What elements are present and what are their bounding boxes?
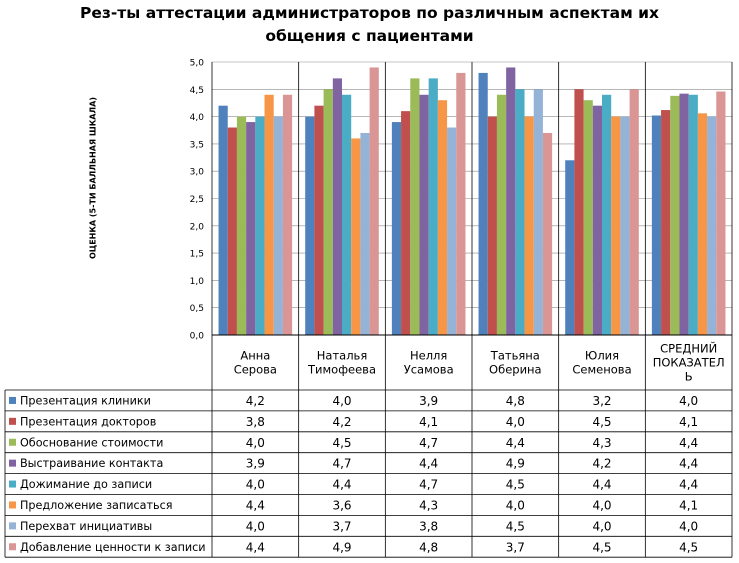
y-tick-label: 3,0: [189, 167, 204, 178]
table-value: 4,3: [419, 498, 439, 513]
bar: [410, 78, 419, 335]
legend-label: Предложение записаться: [20, 498, 173, 512]
category-label: Ь: [684, 369, 693, 384]
table-value: 4,7: [419, 477, 439, 492]
table-value: 3,7: [505, 540, 525, 555]
table-value: 3,8: [419, 519, 439, 534]
y-tick-label: 0,0: [189, 331, 204, 342]
table-value: 4,4: [592, 477, 612, 492]
table-value: 4,1: [679, 414, 699, 429]
table-value: 4,4: [679, 435, 699, 450]
table-value: 4,9: [332, 540, 352, 555]
bar: [515, 89, 524, 335]
table-value: 4,4: [332, 477, 352, 492]
table-value: 4,0: [505, 414, 525, 429]
legend-swatch: [9, 439, 16, 446]
table-value: 4,4: [245, 498, 265, 513]
chart-title-line-2: общения с пациентами: [265, 27, 474, 45]
y-tick-label: 1,0: [189, 276, 204, 287]
bar: [620, 117, 629, 335]
table-value: 4,1: [679, 498, 699, 513]
bar: [689, 95, 698, 335]
table-value: 4,4: [679, 456, 699, 471]
y-tick-label: 2,0: [189, 222, 204, 233]
table-value: 4,5: [679, 540, 699, 555]
bar: [716, 91, 725, 335]
table-value: 4,0: [679, 519, 699, 534]
legend-label: Добавление ценности к записи: [20, 540, 206, 554]
legend-swatch: [9, 418, 16, 425]
category-label: Тимофеева: [307, 362, 377, 377]
bar: [506, 67, 515, 335]
table-value: 4,0: [592, 498, 612, 513]
category-label: Семенова: [572, 362, 632, 377]
bar: [333, 78, 342, 335]
table-value: 3,8: [245, 414, 265, 429]
category-label: Юлия: [584, 348, 620, 363]
table-value: 4,7: [332, 456, 352, 471]
bar: [237, 117, 246, 335]
table-value: 4,4: [245, 540, 265, 555]
category-label: Усамова: [403, 362, 454, 377]
bar: [679, 94, 688, 335]
y-tick-label: 4,0: [189, 113, 204, 124]
table-value: 4,4: [505, 435, 525, 450]
bar: [246, 122, 255, 335]
table-value: 3,2: [592, 393, 612, 408]
y-tick-label: 4,5: [189, 85, 204, 96]
bar: [488, 117, 497, 335]
legend-label: Выстраивание контакта: [20, 457, 164, 471]
legend-swatch: [9, 543, 16, 550]
chart-title-line-1: Рез-ты аттестации администраторов по различным аспектам их: [80, 4, 659, 22]
legend-label: Презентация клиники: [20, 394, 151, 408]
table-value: 4,2: [592, 456, 612, 471]
table-value: 4,0: [245, 519, 265, 534]
bar: [401, 111, 410, 335]
bar: [525, 117, 534, 335]
category-label: ПОКАЗАТЕЛ: [652, 355, 725, 370]
table-value: 4,5: [592, 540, 612, 555]
bar: [283, 95, 292, 335]
table-value: 4,0: [679, 393, 699, 408]
legend-swatch: [9, 460, 16, 467]
category-label: Анна: [240, 348, 271, 363]
bar: [447, 128, 456, 335]
table-value: 4,5: [332, 435, 352, 450]
bar: [274, 117, 283, 335]
bar: [314, 106, 323, 335]
bar: [370, 67, 379, 335]
table-value: 4,8: [419, 540, 439, 555]
table-value: 4,0: [245, 477, 265, 492]
bar: [543, 133, 552, 335]
y-tick-label: 3,5: [189, 140, 204, 151]
table-value: 4,2: [245, 393, 265, 408]
bar: [534, 89, 543, 335]
y-tick-label: 1,5: [189, 249, 204, 260]
legend-label: Обоснование стоимости: [20, 436, 164, 450]
bar: [630, 89, 639, 335]
table-value: 4,3: [592, 435, 612, 450]
bar: [265, 95, 274, 335]
category-label: Серова: [233, 362, 277, 377]
table-value: 3,7: [332, 519, 352, 534]
table-value: 4,5: [505, 519, 525, 534]
bar: [228, 128, 237, 335]
table-value: 4,0: [332, 393, 352, 408]
category-label: Наталья: [316, 348, 368, 363]
table-value: 4,0: [505, 498, 525, 513]
table-value: 4,1: [419, 414, 439, 429]
table-value: 4,5: [592, 414, 612, 429]
bar: [574, 89, 583, 335]
bar: [419, 95, 428, 335]
bar: [593, 106, 602, 335]
bar: [602, 95, 611, 335]
legend-label: Перехват инициативы: [20, 519, 153, 533]
bar: [392, 122, 401, 335]
bar: [479, 73, 488, 335]
table-value: 4,9: [505, 456, 525, 471]
bar: [429, 78, 438, 335]
y-tick-label: 5,0: [189, 58, 204, 69]
category-label: Оберина: [489, 362, 542, 377]
bar: [707, 117, 716, 335]
bar: [584, 100, 593, 335]
table-value: 3,6: [332, 498, 352, 513]
category-label: Татьяна: [490, 348, 540, 363]
table-value: 4,5: [505, 477, 525, 492]
bar: [670, 96, 679, 335]
bar: [456, 73, 465, 335]
bar: [698, 113, 707, 335]
bar: [661, 110, 670, 335]
legend-swatch: [9, 522, 16, 529]
legend-label: Дожимание до записи: [20, 478, 153, 492]
legend-swatch: [9, 481, 16, 488]
table-value: 4,4: [679, 477, 699, 492]
bar: [255, 117, 264, 335]
bar: [438, 100, 447, 335]
table-value: 4,2: [332, 414, 352, 429]
bar: [342, 95, 351, 335]
table-value: 4,8: [505, 393, 525, 408]
table-value: 3,9: [419, 393, 439, 408]
bar: [305, 117, 314, 335]
table-value: 4,0: [592, 519, 612, 534]
category-label: Нелля: [409, 348, 448, 363]
bar: [611, 117, 620, 335]
bar: [324, 89, 333, 335]
bar: [652, 116, 661, 335]
table-value: 4,0: [245, 435, 265, 450]
table-value: 3,9: [245, 456, 265, 471]
y-tick-label: 2,5: [189, 195, 204, 205]
bar: [219, 106, 228, 335]
table-value: 4,4: [419, 456, 439, 471]
legend-label: Презентация докторов: [20, 415, 157, 429]
bar: [360, 133, 369, 335]
legend-swatch: [9, 397, 16, 404]
bar: [351, 138, 360, 335]
legend-swatch: [9, 501, 16, 508]
table-value: 4,7: [419, 435, 439, 450]
category-label: СРЕДНИЙ: [660, 341, 718, 356]
y-axis-label: ОЦЕНКА (5-ТИ БАЛЛЬНАЯ ШКАЛА): [88, 97, 98, 259]
bar: [497, 95, 506, 335]
y-tick-label: 0,5: [189, 304, 204, 315]
bar: [565, 160, 574, 335]
